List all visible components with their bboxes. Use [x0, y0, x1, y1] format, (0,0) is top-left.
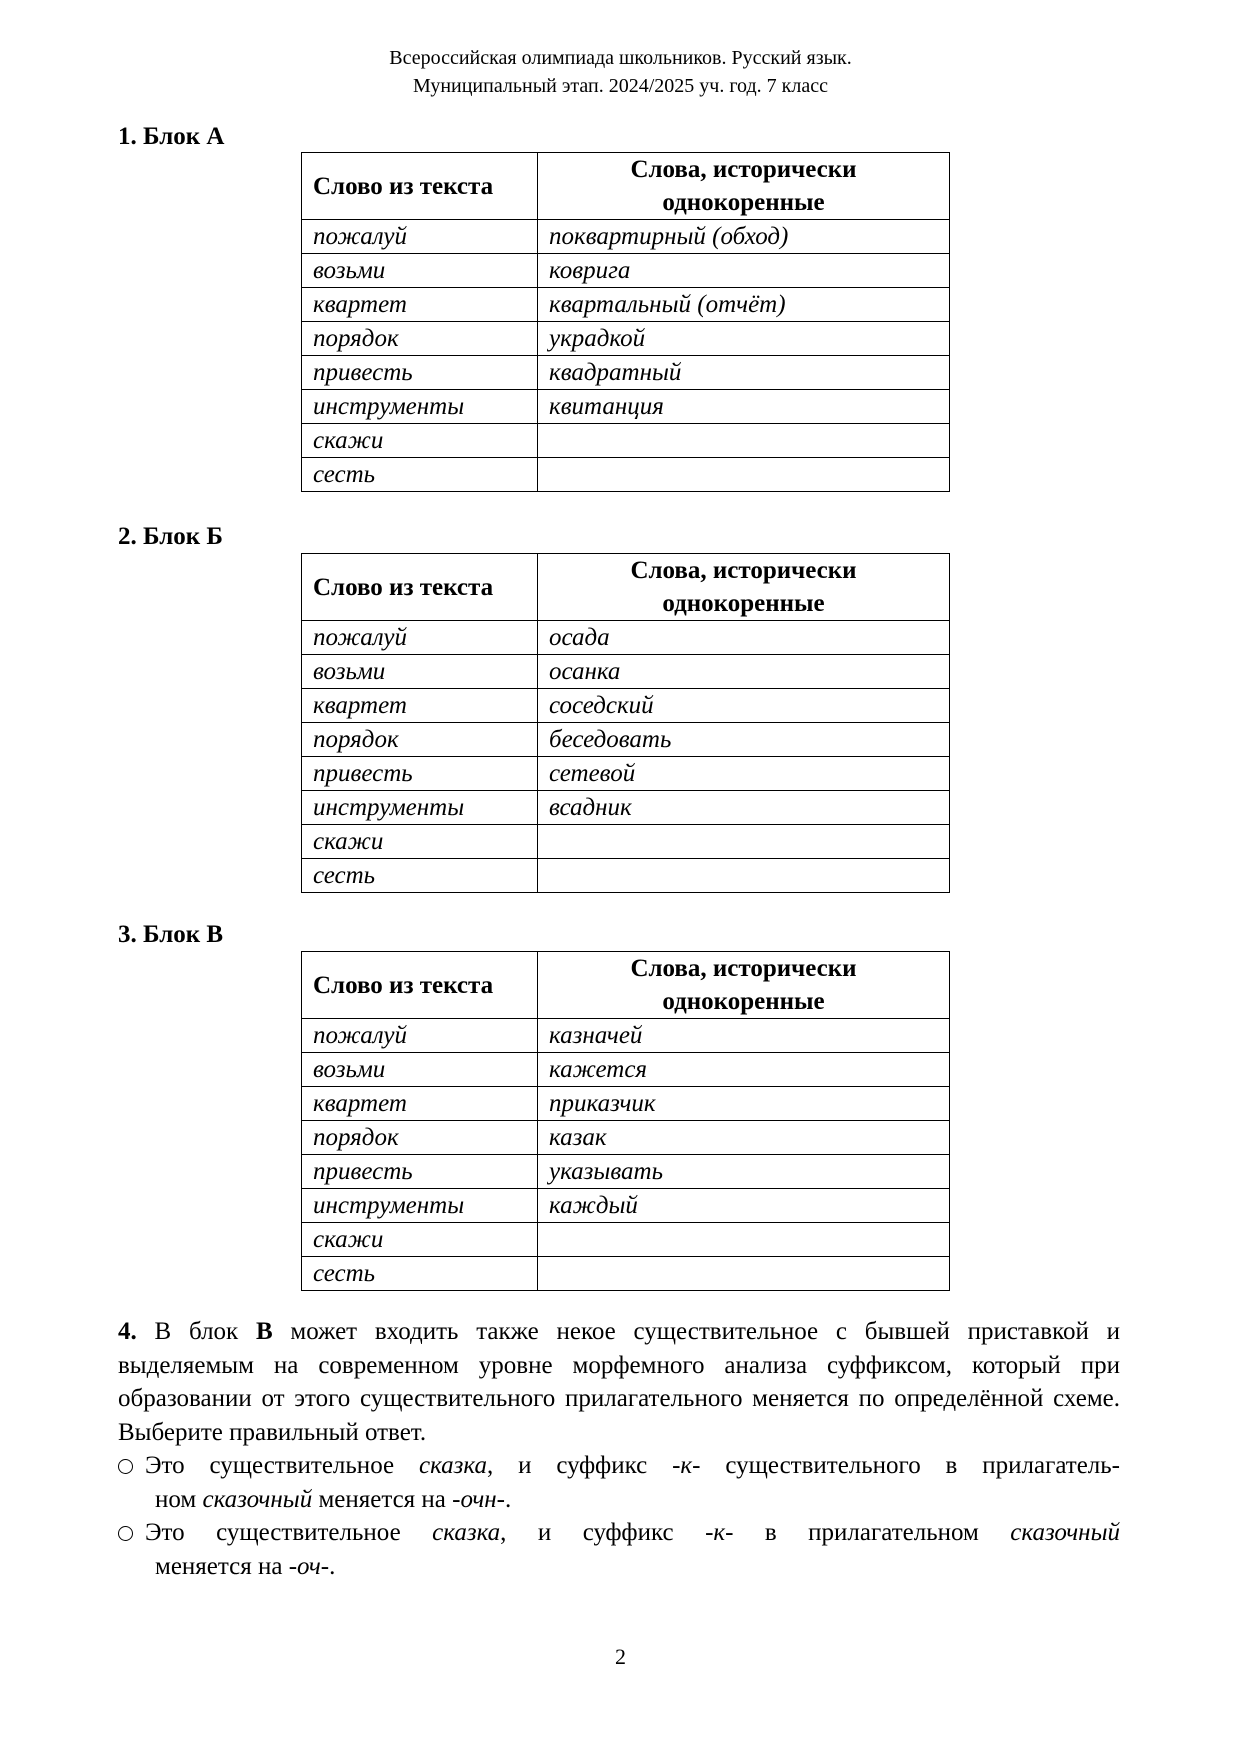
related-word-cell — [538, 1223, 950, 1257]
related-word-cell: приказчик — [538, 1087, 950, 1121]
header-related-line-2: однокоренные — [662, 988, 825, 1015]
related-word-cell: квартальный (отчёт) — [538, 288, 950, 322]
word-from-text-cell: скажи — [302, 424, 538, 458]
block-a-title: 1. Блок А — [118, 123, 225, 150]
word-from-text-cell: привесть — [302, 757, 538, 791]
word-from-text-cell: возьми — [302, 655, 538, 689]
related-word-cell — [538, 458, 950, 492]
header-line-1: Всероссийская олимпиада школьников. Русский язык. — [389, 47, 852, 69]
table-row — [302, 689, 950, 723]
related-word-cell: каждый — [538, 1189, 950, 1223]
word-from-text-cell: инструменты — [302, 390, 538, 424]
related-word-cell: соседский — [538, 689, 950, 723]
table-row — [302, 322, 950, 356]
header-related-line-1: Слова, исторически — [630, 156, 857, 183]
block-v-table — [301, 951, 950, 1291]
table-row — [302, 655, 950, 689]
option-2-text — [145, 1516, 1120, 1583]
related-word-cell: осада — [538, 621, 950, 655]
word-from-text-cell: порядок — [302, 1121, 538, 1155]
table-header-row — [302, 554, 950, 621]
related-word-cell: поквартирный (обход) — [538, 220, 950, 254]
table-row — [302, 1121, 950, 1155]
header-word-from-text: Слово из текста — [302, 952, 538, 1019]
related-word-cell: квадратный — [538, 356, 950, 390]
related-word-cell: коврига — [538, 254, 950, 288]
option-2-line-1: Это существительное сказка, и суффикс -к- в прилагательном сказочный — [145, 1519, 1121, 1546]
table-row — [302, 1053, 950, 1087]
answer-option-2[interactable] — [118, 1516, 1120, 1583]
table-row — [302, 859, 950, 893]
header-related-line-1: Слова, исторически — [630, 955, 857, 982]
table-row — [302, 1019, 950, 1053]
header-line-2: Муниципальный этап. 2024/2025 уч. год. 7 класс — [413, 75, 828, 97]
header-related-words — [538, 554, 950, 621]
table-row — [302, 1155, 950, 1189]
word-from-text-cell: сесть — [302, 859, 538, 893]
table-row — [302, 220, 950, 254]
word-from-text-cell: скажи — [302, 1223, 538, 1257]
table-header-row — [302, 952, 950, 1019]
related-word-cell: осанка — [538, 655, 950, 689]
answer-option-1[interactable] — [118, 1449, 1120, 1516]
related-word-cell: указывать — [538, 1155, 950, 1189]
radio-icon[interactable] — [118, 1449, 140, 1483]
question-4 — [118, 1315, 1120, 1449]
table-row — [302, 621, 950, 655]
table-header-row — [302, 153, 950, 220]
word-from-text-cell: квартет — [302, 689, 538, 723]
table-row — [302, 458, 950, 492]
header-related-words — [538, 153, 950, 220]
related-word-cell — [538, 859, 950, 893]
table-row — [302, 1189, 950, 1223]
word-from-text-cell: возьми — [302, 1053, 538, 1087]
header-word-from-text: Слово из текста — [302, 153, 538, 220]
word-from-text-cell: порядок — [302, 322, 538, 356]
related-word-cell — [538, 825, 950, 859]
option-1-line-1: Это существительное сказка, и суффикс -к- существительного в прилагатель- — [145, 1452, 1120, 1479]
block-b-table — [301, 553, 950, 893]
block-v-title: 3. Блок В — [118, 921, 224, 948]
page-number: 2 — [615, 1644, 626, 1669]
word-from-text-cell: сесть — [302, 458, 538, 492]
option-2-line-2: меняется на -оч-. — [155, 1552, 336, 1580]
word-from-text-cell: инструменты — [302, 791, 538, 825]
related-word-cell: украдкой — [538, 322, 950, 356]
related-word-cell — [538, 1257, 950, 1291]
table-row — [302, 356, 950, 390]
header-word-from-text: Слово из текста — [302, 554, 538, 621]
block-b-title: 2. Блок Б — [118, 523, 223, 550]
question-text-2: может входить также некое существительное с бывшей приставкой и выделяемым на современном уровне морфемного анализа суффиксом, который при образовании от этого существительного прилагательного меняется по определённой схеме. Выберите правильный ответ. — [118, 1318, 1120, 1446]
page-header — [0, 44, 1241, 100]
table-row — [302, 390, 950, 424]
question-text-1: В блок — [136, 1318, 256, 1345]
table-row — [302, 424, 950, 458]
word-from-text-cell: привесть — [302, 1155, 538, 1189]
table-row — [302, 825, 950, 859]
word-from-text-cell: пожалуй — [302, 1019, 538, 1053]
related-word-cell: кажется — [538, 1053, 950, 1087]
related-word-cell: сетевой — [538, 757, 950, 791]
question-number: 4. — [118, 1318, 137, 1345]
related-word-cell: казак — [538, 1121, 950, 1155]
word-from-text-cell: квартет — [302, 1087, 538, 1121]
option-1-line-2: ном сказочный меняется на -очн-. — [155, 1485, 512, 1513]
table-row — [302, 1257, 950, 1291]
word-from-text-cell: возьми — [302, 254, 538, 288]
word-from-text-cell: квартет — [302, 288, 538, 322]
table-row — [302, 254, 950, 288]
related-word-cell: казначей — [538, 1019, 950, 1053]
header-related-line-2: однокоренные — [662, 590, 825, 617]
related-word-cell: квитанция — [538, 390, 950, 424]
related-word-cell: всадник — [538, 791, 950, 825]
table-row — [302, 723, 950, 757]
word-from-text-cell: инструменты — [302, 1189, 538, 1223]
radio-icon[interactable] — [118, 1516, 140, 1550]
word-from-text-cell: сесть — [302, 1257, 538, 1291]
word-from-text-cell: скажи — [302, 825, 538, 859]
question-text — [118, 1315, 1120, 1449]
question-block-letter: В — [255, 1318, 273, 1345]
header-related-words — [538, 952, 950, 1019]
word-from-text-cell: пожалуй — [302, 220, 538, 254]
block-a-table — [301, 152, 950, 492]
word-from-text-cell: пожалуй — [302, 621, 538, 655]
table-row — [302, 1087, 950, 1121]
related-word-cell: беседовать — [538, 723, 950, 757]
table-row — [302, 1223, 950, 1257]
option-1-text — [145, 1449, 1120, 1516]
header-related-line-2: однокоренные — [662, 189, 825, 216]
word-from-text-cell: порядок — [302, 723, 538, 757]
header-related-line-1: Слова, исторически — [630, 557, 857, 584]
word-from-text-cell: привесть — [302, 356, 538, 390]
table-row — [302, 288, 950, 322]
table-row — [302, 757, 950, 791]
table-row — [302, 791, 950, 825]
related-word-cell — [538, 424, 950, 458]
